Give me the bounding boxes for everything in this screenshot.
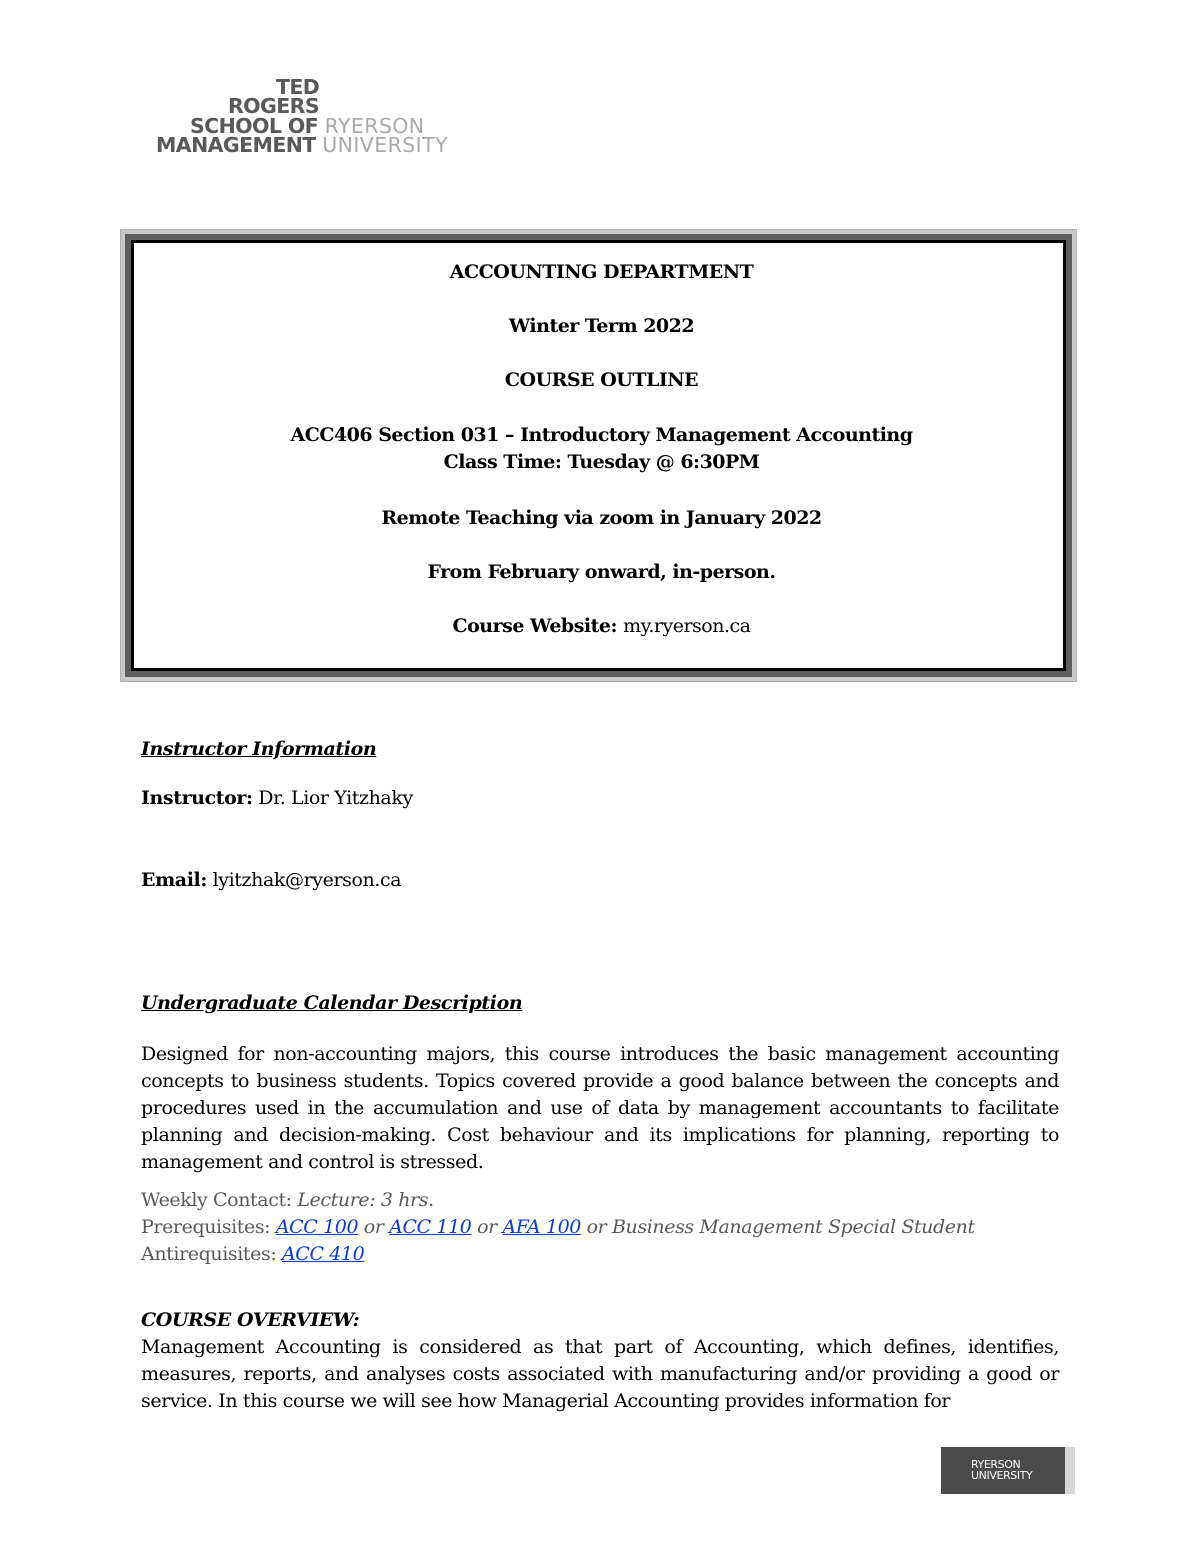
antirequisites-label: Antirequisites: xyxy=(141,1243,277,1265)
ryerson-footer-logo xyxy=(941,1447,1065,1494)
prereq-link-acc110[interactable]: ACC 110 xyxy=(389,1216,472,1238)
logo-line-2: ROGERS xyxy=(228,94,319,118)
antireq-link-acc410[interactable]: ACC 410 xyxy=(281,1243,365,1265)
course-overview-title: COURSE OVERVIEW: xyxy=(141,1309,360,1331)
weekly-contact-line xyxy=(141,1187,434,1214)
prerequisites-line xyxy=(141,1214,975,1241)
course-overview-text: Management Accounting is considered as that part of Accounting, which defines, identifies, measures, reports, and analyses costs associated with manufacturing and/or providing a good or service. In this course we will see how Managerial Accounting provides information for xyxy=(141,1336,1059,1412)
remote-teaching-note: Remote Teaching via zoom in January 2022 xyxy=(381,507,822,529)
weekly-contact-label: Weekly Contact: xyxy=(141,1189,292,1211)
calendar-heading: Undergraduate Calendar Description xyxy=(141,992,523,1014)
calendar-description: Designed for non-accounting majors, this course introduces the basic management accounting concepts to business students. Topics covered provide a good balance between the concepts and procedures used in the accumulation and use of data by management accountants to facilitate planning and decision-making. Cost behaviour and its implications for planning, reporting to management and control is stressed. xyxy=(141,1043,1059,1173)
email-line xyxy=(141,867,401,894)
course-website-value: my.ryerson.ca xyxy=(623,615,751,637)
department-title: ACCOUNTING DEPARTMENT xyxy=(449,261,754,283)
prereq-or-1: or xyxy=(363,1216,384,1238)
footer-logo-line-2: UNIVERSITY xyxy=(971,1469,1033,1482)
school-logo xyxy=(155,75,475,158)
prerequisites-label: Prerequisites: xyxy=(141,1216,271,1238)
logo-school-of: SCHOOL OF xyxy=(190,114,319,138)
prereq-or-2: or xyxy=(477,1216,497,1238)
prereq-tail: or Business Management Special Student xyxy=(586,1216,975,1238)
logo-line-4 xyxy=(156,133,448,157)
logo-line-1: TED xyxy=(276,75,320,99)
weekly-contact-value: Lecture: 3 hrs xyxy=(297,1189,429,1211)
antirequisites-line xyxy=(141,1241,364,1268)
instructor-line xyxy=(141,785,413,812)
course-website-label: Course Website: xyxy=(452,615,617,637)
weekly-contact-end: . xyxy=(428,1189,434,1211)
email-value: lyitzhak@ryerson.ca xyxy=(212,869,402,891)
prereq-link-acc100[interactable]: ACC 100 xyxy=(275,1216,359,1238)
logo-management: MANAGEMENT xyxy=(156,133,316,157)
term-title: Winter Term 2022 xyxy=(508,315,695,337)
course-website xyxy=(134,614,1069,638)
document-type: COURSE OUTLINE xyxy=(504,369,699,391)
logo-university: UNIVERSITY xyxy=(322,133,448,157)
class-time: Class Time: Tuesday @ 6:30PM xyxy=(443,451,760,473)
email-label: Email: xyxy=(141,869,207,891)
instructor-label: Instructor: xyxy=(141,787,253,809)
course-title: ACC406 Section 031 – Introductory Management Accounting xyxy=(290,424,913,446)
logo-ryerson: RYERSON xyxy=(324,114,425,138)
in-person-note: From February onward, in-person. xyxy=(427,561,776,583)
header-box xyxy=(131,240,1066,671)
instructor-name: Dr. Lior Yitzhaky xyxy=(258,787,413,809)
footer-logo-line-1: RYERSON xyxy=(971,1458,1021,1471)
prereq-link-afa100[interactable]: AFA 100 xyxy=(502,1216,581,1238)
instructor-heading: Instructor Information xyxy=(141,738,377,760)
